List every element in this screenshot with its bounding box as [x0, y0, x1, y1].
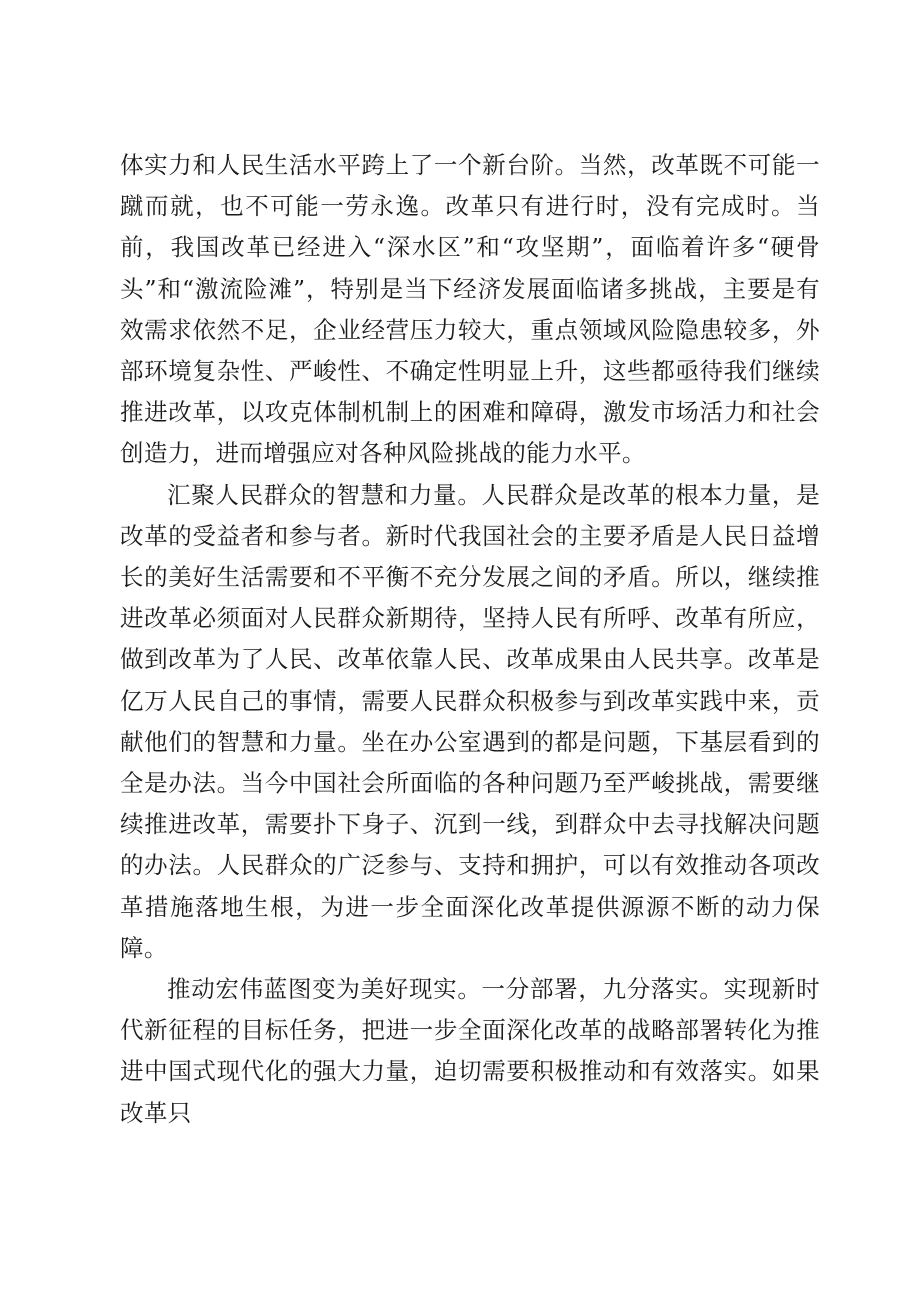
paragraph-3-lead: 推动宏伟蓝图变为美好现实。: [167, 975, 482, 1004]
body-text: [120, 145, 820, 1134]
paragraph-2-text: 人民群众是改革的根本力量，是改革的受益者和参与者。新时代我国社会的主要矛盾是人民日益增长的美好生活需要和不平衡不充分发展之间的矛盾。所以，继续推进改革必须面对人民群众新期待，坚持人民有所呼、改革有所应，做到改革为了人民、改革依靠人民、改革成果由人民共享。改革是亿万人民自己的事情，需要人民群众积极参与到改革实践中来，贡献他们的智慧和力量。坐在办公室遇到的都是问题，下基层看到的全是办法。当今中国社会所面临的各种问题乃至严峻挑战，需要继续推进改革，需要扑下身子、沉到一线，到群众中去寻找解决问题的办法。人民群众的广泛参与、支持和拥护，可以有效推动各项改革措施落地生根，为进一步全面深化改革提供源源不断的动力保障。: [120, 480, 820, 962]
paragraph-3: [120, 969, 820, 1134]
paragraph-3-text: 一分部署，九分落实。实现新时代新征程的目标任务，把进一步全面深化改革的战略部署转化为推进中国式现代化的强大力量，迫切需要积极推动和有效落实。如果改革只: [120, 975, 820, 1127]
paragraph-1: [120, 145, 820, 475]
paragraph-2: [120, 475, 820, 969]
paragraph-1-text: 体实力和人民生活水平跨上了一个新台阶。当然，改革既不可能一蹴而就，也不可能一劳永逸。改革只有进行时，没有完成时。当前，我国改革已经进入“深水区”和“攻坚期”，面临着许多“硬骨头”和“激流险滩”，特别是当下经济发展面临诸多挑战，主要是有效需求依然不足，企业经营压力较大，重点领域风险隐患较多，外部环境复杂性、严峻性、不确定性明显上升，这些都亟待我们继续推进改革，以攻克体制机制上的困难和障碍，激发市场活力和社会创造力，进而增强应对各种风险挑战的能力水平。: [120, 151, 820, 468]
paragraph-2-lead: 汇聚人民群众的智慧和力量。: [167, 480, 482, 509]
